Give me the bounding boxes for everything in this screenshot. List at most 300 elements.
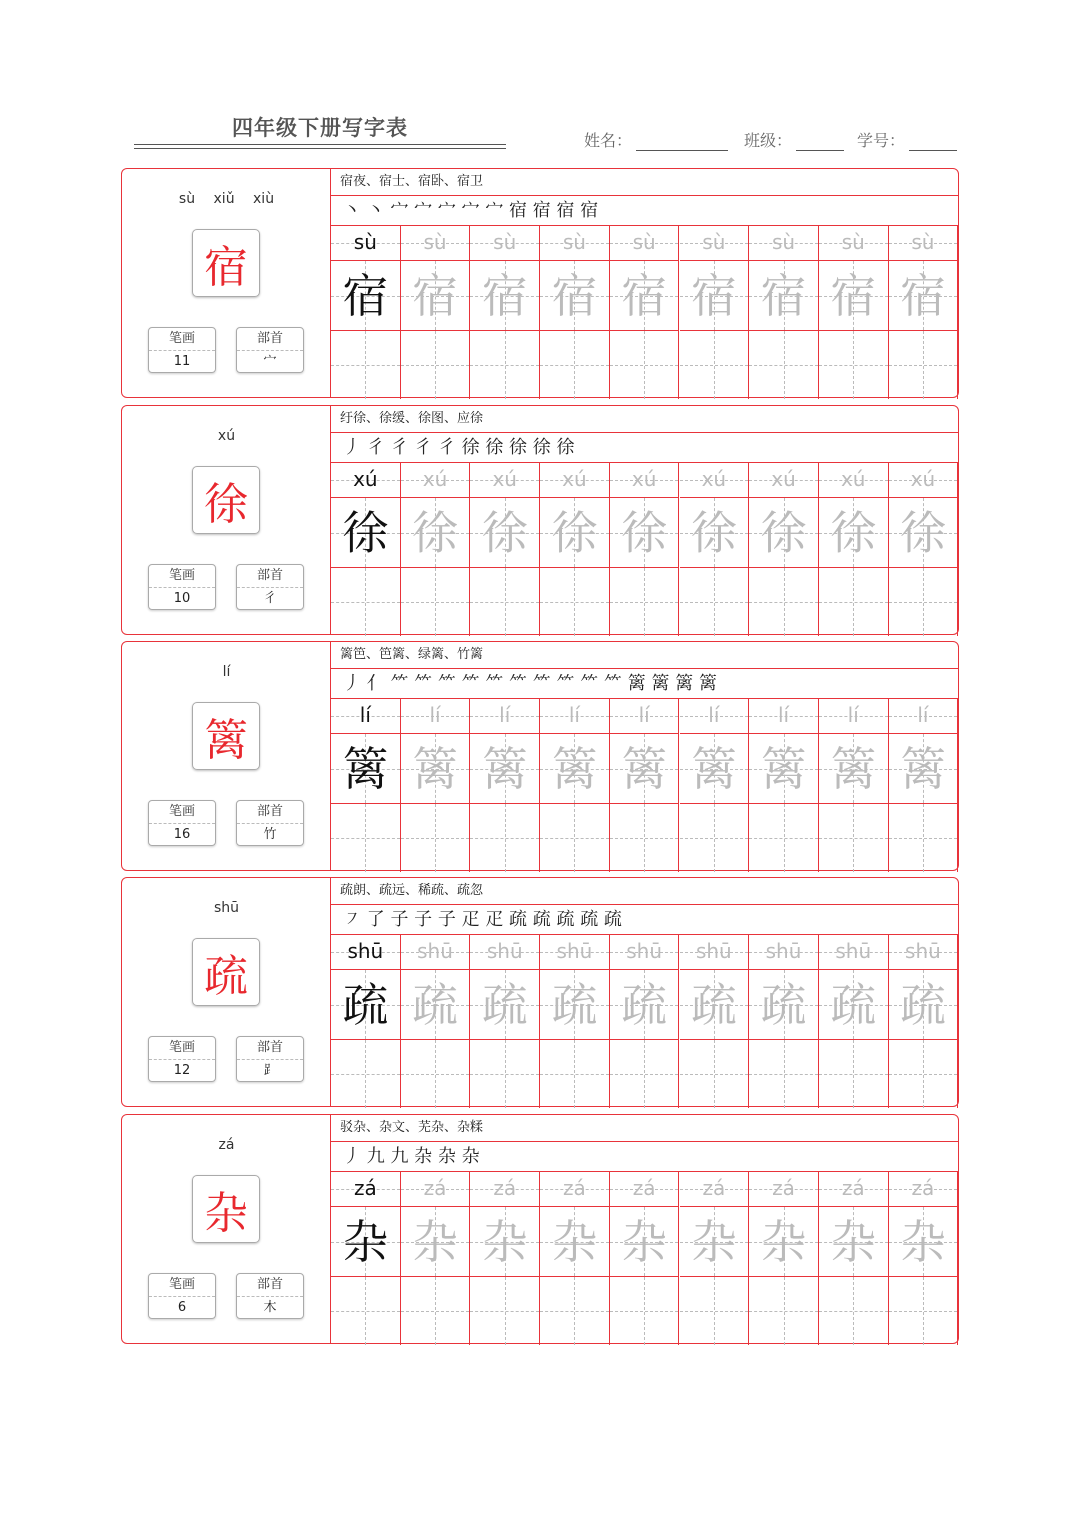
blank-writing-cell[interactable] [680,331,750,399]
blank-writing-cell[interactable] [819,1040,889,1108]
title-underline [134,144,506,145]
character-trace-cell[interactable] [749,970,819,1040]
pinyin-readings: xú [217,428,236,444]
character-trace: 篱 [621,742,668,796]
pinyin-readings: shū [213,900,240,916]
pinyin-trace-cell[interactable] [819,226,889,261]
character-trace: 疏 [760,978,807,1032]
character-display: 疏 [192,938,260,1006]
blank-writing-cell[interactable] [749,1040,819,1108]
blank-writing-cell[interactable] [819,1277,889,1345]
radical-box [236,564,304,610]
character-display: 徐 [192,466,260,534]
pinyin-trace-cell[interactable] [401,699,471,734]
blank-writing-cell[interactable] [680,1277,750,1345]
character-trace-cell[interactable] [680,734,750,804]
radical-label: 部首 [237,1037,303,1060]
character-trace: 篱 [481,742,528,796]
pinyin-trace-cell[interactable] [470,699,540,734]
pinyin-trace-cell[interactable] [470,1172,540,1207]
class-blank[interactable] [796,132,844,151]
pinyin-trace-cell[interactable] [819,463,889,498]
character-trace: 杂 [481,1215,528,1269]
radical-value: 彳 [263,591,277,606]
pinyin-trace: lí [777,703,790,727]
character-model-cell [331,1207,401,1277]
example-words: 篱笆、笆篱、绿篱、竹篱 [331,642,958,669]
character-trace: 杂 [551,1215,598,1269]
character-trace: 宿 [690,269,737,323]
character-card [121,877,959,1107]
blank-writing-cell[interactable] [889,1277,959,1345]
stroke-count-label: 笔画 [149,328,215,351]
character-trace-cell[interactable] [401,1207,471,1277]
practice-grid [331,935,958,1108]
blank-writing-cell[interactable] [889,804,959,872]
character-model-cell [331,261,401,331]
stroke-count-label: 笔画 [149,565,215,588]
blank-writing-cell[interactable] [540,568,610,636]
practice-grid [331,699,958,872]
pinyin-trace-cell[interactable] [819,699,889,734]
blank-writing-cell[interactable] [680,568,750,636]
character-trace: 杂 [760,1215,807,1269]
pinyin-trace-cell[interactable] [401,935,471,970]
blank-writing-cell[interactable] [470,1277,540,1345]
blank-writing-cell[interactable] [749,804,819,872]
character-trace-cell[interactable] [749,498,819,568]
stroke-order: 丶 丶 宀 宀 宀 宀 宀 宿 宿 宿 宿 [331,196,958,226]
character-trace: 宿 [481,269,528,323]
character-trace-cell[interactable] [470,970,540,1040]
pinyin-trace: lí [568,703,580,727]
blank-writing-cell[interactable] [540,1040,610,1108]
character-trace-cell[interactable] [610,734,680,804]
pinyin-model: sù [353,230,377,254]
character-model-cell [331,970,401,1040]
character-trace-cell[interactable] [680,970,750,1040]
blank-writing-cell[interactable] [401,1277,471,1345]
character-trace-cell[interactable] [401,734,471,804]
character-trace-cell[interactable] [401,261,471,331]
radical-value: ⻊ [263,1063,277,1078]
number-label: 学号： [857,131,906,150]
practice-panel [331,642,958,870]
character-trace: 疏 [621,978,668,1032]
radical-box [236,327,304,373]
pinyin-trace-cell[interactable] [749,935,819,970]
pinyin-trace-cell[interactable] [680,699,750,734]
character-trace-cell[interactable] [610,261,680,331]
radical-box [236,1273,304,1319]
pinyin-trace: lí [638,703,650,727]
character-trace: 宿 [621,269,668,323]
radical-label: 部首 [237,565,303,588]
character-model: 疏 [342,978,389,1032]
stroke-count-box [148,564,216,610]
pinyin-trace: sù [562,230,586,254]
blank-writing-cell[interactable] [401,568,471,636]
character-trace-cell[interactable] [819,498,889,568]
blank-writing-cell[interactable] [819,568,889,636]
pinyin-trace: sù [911,230,935,254]
pinyin-trace-cell[interactable] [889,699,959,734]
pinyin-trace: zá [841,1176,865,1200]
character-trace: 徐 [551,506,598,560]
pinyin-trace: shū [905,939,941,963]
pinyin-trace-cell[interactable] [680,935,750,970]
character-trace-cell[interactable] [819,261,889,331]
character-trace: 篱 [551,742,598,796]
pinyin-trace-cell[interactable] [470,226,540,261]
blank-writing-cell[interactable] [470,1040,540,1108]
pinyin-trace-cell[interactable] [680,226,750,261]
pinyin-model-cell [331,463,401,498]
blank-writing-cell[interactable] [749,1277,819,1345]
pinyin-trace: xú [492,467,517,491]
stroke-count-label: 笔画 [149,1274,215,1297]
pinyin-model: shū [347,939,384,963]
blank-writing-cell[interactable] [331,331,401,399]
pinyin-trace: zá [563,1176,586,1200]
blank-writing-cell[interactable] [610,1277,680,1345]
pinyin-trace: zá [911,1176,935,1200]
stroke-count-value: 12 [173,1063,191,1078]
character-trace-cell[interactable] [680,1207,750,1277]
blank-writing-cell[interactable] [889,331,959,399]
character-info-panel [122,878,331,1106]
practice-grid [331,1172,958,1345]
pinyin-trace-cell[interactable] [610,226,680,261]
blank-writing-cell[interactable] [680,804,750,872]
character-trace: 篱 [412,742,459,796]
pinyin-trace-cell[interactable] [401,1172,471,1207]
character-trace-cell[interactable] [819,734,889,804]
blank-writing-cell[interactable] [889,568,959,636]
radical-value: 宀 [263,354,277,369]
pinyin-trace-cell[interactable] [470,463,540,498]
pinyin-trace-cell[interactable] [889,226,959,261]
pinyin-trace-cell[interactable] [680,1172,750,1207]
character-trace-cell[interactable] [749,1207,819,1277]
character-info-panel [122,169,331,397]
blank-writing-cell[interactable] [331,568,401,636]
blank-writing-cell[interactable] [819,331,889,399]
character-display: 宿 [192,229,260,297]
pinyin-trace-cell[interactable] [540,463,610,498]
pinyin-trace: xú [910,467,936,491]
stroke-order: 丿 九 九 杂 杂 杂 [331,1142,958,1172]
character-trace-cell[interactable] [610,1207,680,1277]
character-trace: 疏 [551,978,598,1032]
character-trace-cell[interactable] [540,970,610,1040]
character-trace: 徐 [899,506,946,560]
name-blank[interactable] [636,132,728,151]
blank-writing-cell[interactable] [610,568,680,636]
character-model: 宿 [342,269,389,323]
radical-box [236,800,304,846]
number-blank[interactable] [909,132,957,151]
blank-writing-cell[interactable] [470,568,540,636]
pinyin-trace-cell[interactable] [401,463,471,498]
character-trace-cell[interactable] [470,734,540,804]
practice-panel [331,1115,958,1343]
pinyin-trace: xú [422,467,448,491]
example-words: 宿夜、宿士、宿卧、宿卫 [331,169,958,196]
blank-writing-cell[interactable] [540,804,610,872]
character-card [121,168,959,398]
character-trace: 杂 [412,1215,459,1269]
pinyin-trace: lí [847,703,859,727]
character-trace-cell[interactable] [889,261,959,331]
pinyin-model-cell [331,699,401,734]
name-field[interactable] [584,128,728,151]
character-info-panel [122,406,331,634]
pinyin-trace: lí [429,703,441,727]
pinyin-trace: sù [702,230,726,254]
character-model-cell [331,734,401,804]
pinyin-trace-cell[interactable] [610,463,680,498]
character-trace-cell[interactable] [540,498,610,568]
character-trace: 宿 [551,269,598,323]
name-label: 姓名： [584,131,633,150]
character-trace-cell[interactable] [540,1207,610,1277]
practice-panel [331,406,958,634]
blank-writing-cell[interactable] [610,1040,680,1108]
character-trace-cell[interactable] [401,498,471,568]
pinyin-trace: shū [835,939,872,963]
character-trace-cell[interactable] [610,498,680,568]
stroke-count-label: 笔画 [149,801,215,824]
character-trace: 疏 [412,978,459,1032]
character-trace-cell[interactable] [540,734,610,804]
blank-writing-cell[interactable] [401,1040,471,1108]
character-trace-cell[interactable] [470,1207,540,1277]
stroke-count-value: 6 [177,1300,187,1315]
pinyin-trace: sù [423,230,447,254]
character-trace-cell[interactable] [749,734,819,804]
character-card [121,405,959,635]
pinyin-model-cell [331,935,401,970]
pinyin-trace-cell[interactable] [749,1172,819,1207]
character-trace: 疏 [830,978,877,1032]
pinyin-trace: lí [499,703,511,727]
character-trace: 徐 [621,506,668,560]
pinyin-trace-cell[interactable] [819,1172,889,1207]
pinyin-trace: lí [708,703,720,727]
radical-box [236,1036,304,1082]
character-trace: 篱 [690,742,737,796]
blank-writing-cell[interactable] [889,1040,959,1108]
pinyin-model: lí [359,703,371,727]
pinyin-trace: zá [772,1176,795,1200]
class-label: 班级： [744,131,793,150]
radical-label: 部首 [237,801,303,824]
character-trace: 杂 [621,1215,668,1269]
character-trace: 疏 [481,978,528,1032]
character-trace: 徐 [481,506,528,560]
practice-panel [331,878,958,1106]
pinyin-trace-cell[interactable] [540,699,610,734]
practice-panel [331,169,958,397]
character-trace-cell[interactable] [540,261,610,331]
character-trace: 疏 [899,978,946,1032]
stroke-order: ㇇ 了 子 子 子 疋 疋 疏 疏 疏 疏 疏 [331,905,958,935]
pinyin-trace: xú [631,467,657,491]
blank-writing-cell[interactable] [470,331,540,399]
pinyin-trace: zá [702,1176,726,1200]
character-trace-cell[interactable] [889,498,959,568]
pinyin-model: xú [353,467,378,491]
pinyin-trace: shū [486,939,523,963]
blank-writing-cell[interactable] [749,331,819,399]
blank-writing-cell[interactable] [401,804,471,872]
example-words: 疏朗、疏远、稀疏、疏忽 [331,878,958,905]
pinyin-trace-cell[interactable] [680,463,750,498]
worksheet-header [0,0,1080,160]
pinyin-trace-cell[interactable] [889,463,959,498]
pinyin-trace: xú [562,467,587,491]
practice-grid [331,463,958,636]
blank-writing-cell[interactable] [819,804,889,872]
pinyin-trace-cell[interactable] [610,935,680,970]
blank-writing-cell[interactable] [610,331,680,399]
character-trace-cell[interactable] [470,261,540,331]
character-model: 徐 [342,506,389,560]
character-trace-cell[interactable] [680,498,750,568]
pinyin-trace: sù [841,230,865,254]
pinyin-trace: shū [765,939,802,963]
pinyin-trace: xú [701,467,727,491]
character-trace-cell[interactable] [610,970,680,1040]
blank-writing-cell[interactable] [680,1040,750,1108]
pinyin-trace: shū [556,939,593,963]
character-trace: 宿 [830,269,877,323]
stroke-order: 丿 彳 彳 彳 彳 徐 徐 徐 徐 徐 [331,433,958,463]
character-info-panel [122,642,331,870]
character-trace-cell[interactable] [889,734,959,804]
example-words: 驳杂、杂文、芜杂、杂糅 [331,1115,958,1142]
character-model-cell [331,498,401,568]
stroke-count-label: 笔画 [149,1037,215,1060]
pinyin-trace: zá [423,1176,447,1200]
pinyin-trace: sù [493,230,517,254]
character-trace: 徐 [760,506,807,560]
character-display: 篱 [192,702,260,770]
pinyin-trace: lí [917,703,929,727]
class-field[interactable] [744,128,844,151]
blank-writing-cell[interactable] [610,804,680,872]
pinyin-trace-cell[interactable] [889,1172,959,1207]
blank-writing-cell[interactable] [470,804,540,872]
pinyin-trace-cell[interactable] [540,226,610,261]
character-trace: 篱 [899,742,946,796]
blank-writing-cell[interactable] [331,804,401,872]
character-trace-cell[interactable] [889,970,959,1040]
radical-label: 部首 [237,1274,303,1297]
blank-writing-cell[interactable] [331,1277,401,1345]
pinyin-trace-cell[interactable] [889,935,959,970]
number-field[interactable] [857,128,957,151]
blank-writing-cell[interactable] [749,568,819,636]
pinyin-trace-cell[interactable] [610,699,680,734]
pinyin-model: zá [353,1176,377,1200]
pinyin-trace-cell[interactable] [749,699,819,734]
pinyin-readings: zá [218,1137,235,1153]
character-trace: 杂 [830,1215,877,1269]
character-trace-cell[interactable] [470,498,540,568]
pinyin-readings: sù xiǔ xiù [178,191,275,207]
character-card [121,641,959,871]
pinyin-trace-cell[interactable] [819,935,889,970]
example-words: 纡徐、徐缓、徐图、应徐 [331,406,958,433]
blank-writing-cell[interactable] [540,1277,610,1345]
pinyin-trace-cell[interactable] [401,226,471,261]
character-trace-cell[interactable] [680,261,750,331]
stroke-count-value: 11 [173,354,191,369]
pinyin-trace-cell[interactable] [540,1172,610,1207]
character-trace-cell[interactable] [889,1207,959,1277]
character-trace: 徐 [830,506,877,560]
radical-value: 木 [263,1300,277,1315]
stroke-count-box [148,1273,216,1319]
pinyin-model-cell [331,1172,401,1207]
blank-writing-cell[interactable] [331,1040,401,1108]
pinyin-model-cell [331,226,401,261]
stroke-count-box [148,327,216,373]
stroke-order: 丿 亻 ⺮ ⺮ ⺮ ⺮ ⺮ ⺮ ⺮ ⺮ ⺮ ⺮ 篱 篱 篱 篱 [331,669,958,699]
character-trace-cell[interactable] [819,970,889,1040]
character-display: 杂 [192,1175,260,1243]
radical-label: 部首 [237,328,303,351]
pinyin-trace: shū [626,939,663,963]
stroke-count-box [148,1036,216,1082]
pinyin-trace: xú [771,467,796,491]
title-underline-double [134,148,506,149]
character-trace-cell[interactable] [401,970,471,1040]
character-trace: 篱 [760,742,807,796]
pinyin-trace-cell[interactable] [470,935,540,970]
pinyin-readings: lí [222,664,231,680]
pinyin-trace: xú [840,467,866,491]
pinyin-trace-cell[interactable] [749,463,819,498]
pinyin-trace-cell[interactable] [540,935,610,970]
character-trace-cell[interactable] [749,261,819,331]
pinyin-trace: sù [771,230,796,254]
character-info-panel [122,1115,331,1343]
pinyin-trace: shū [417,939,453,963]
character-trace: 疏 [690,978,737,1032]
stroke-count-value: 10 [173,591,191,606]
pinyin-trace: zá [493,1176,517,1200]
character-card [121,1114,959,1344]
blank-writing-cell[interactable] [540,331,610,399]
stroke-count-box [148,800,216,846]
character-trace-cell[interactable] [819,1207,889,1277]
character-trace: 杂 [899,1215,946,1269]
practice-grid [331,226,958,399]
pinyin-trace-cell[interactable] [610,1172,680,1207]
pinyin-trace: zá [632,1176,656,1200]
blank-writing-cell[interactable] [401,331,471,399]
stroke-count-value: 16 [173,827,191,842]
character-trace: 宿 [760,269,807,323]
pinyin-trace-cell[interactable] [749,226,819,261]
character-trace: 徐 [412,506,459,560]
character-trace: 宿 [412,269,459,323]
character-trace: 徐 [690,506,737,560]
character-model: 杂 [342,1215,389,1269]
